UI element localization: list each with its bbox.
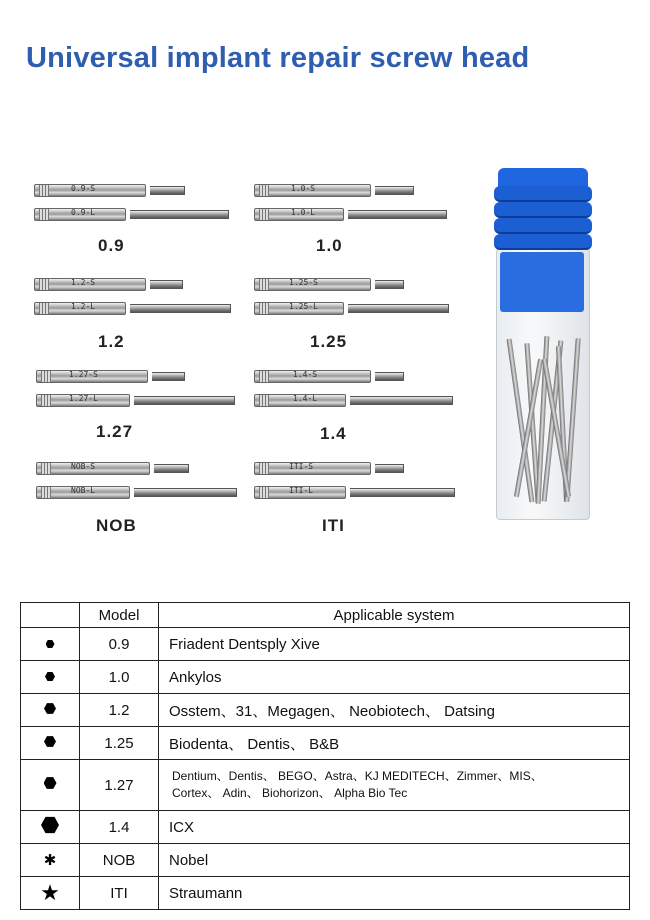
size-label: NOB: [96, 516, 137, 535]
driver-tip: [150, 280, 183, 289]
driver-pair-nob: [30, 460, 250, 552]
driver-mark: 1.4-L: [293, 394, 318, 403]
hex-small-icon: [46, 640, 55, 649]
driver-mark: 0.9-L: [71, 208, 96, 217]
model-cell: 0.9: [80, 628, 159, 661]
hex-medium-icon: [44, 777, 57, 790]
system-cell: Friadent Dentsply Xive: [159, 628, 630, 661]
icon-header: [21, 603, 80, 628]
size-label: 1.2: [98, 332, 125, 351]
driver-pair-0-9: [30, 182, 250, 274]
size-label: ITI: [322, 516, 345, 535]
short-driver: [254, 370, 371, 383]
driver-mark: 1.25-S: [289, 278, 318, 287]
driver-pair-1-25: [250, 276, 470, 368]
long-driver: [254, 302, 344, 315]
system-cell: Nobel: [159, 844, 630, 877]
driver-mark: 1.2-L: [71, 302, 96, 311]
model-cell: ITI: [80, 877, 159, 910]
hex-small-icon: [45, 672, 55, 682]
system-cell: ICX: [159, 811, 630, 844]
table-row: [21, 811, 630, 844]
size-label: 0.9: [98, 236, 125, 255]
model-cell: 1.25: [80, 727, 159, 760]
long-driver: [254, 486, 346, 499]
system-line: Dentium、Dentis、 BEGO、Astra、KJ MEDITECH、Zimmer、MIS、: [172, 769, 543, 783]
driver-mark: ITI-L: [289, 486, 314, 495]
size-label: 1.4: [320, 424, 347, 443]
model-cell: 1.0: [80, 661, 159, 694]
star-large-icon: ★: [40, 880, 60, 905]
hex-medium-icon: [44, 703, 56, 715]
long-driver: [34, 302, 126, 315]
driver-tip: [375, 280, 404, 289]
driver-tip: [150, 186, 185, 195]
driver-mark: NOB-L: [71, 486, 96, 495]
driver-grid: [30, 172, 470, 542]
table-row: [21, 694, 630, 727]
driver-mark: 0.9-S: [71, 184, 96, 193]
system-cell: Straumann: [159, 877, 630, 910]
storage-case-image: [488, 168, 598, 518]
compatibility-table: [20, 602, 630, 910]
model-header: Model: [80, 603, 159, 628]
table-row: [21, 877, 630, 910]
driver-tip: [375, 186, 414, 195]
short-driver: [254, 184, 371, 197]
table-row: [21, 628, 630, 661]
driver-mark: 1.0-S: [291, 184, 316, 193]
driver-tip: [134, 396, 235, 405]
table-row: [21, 661, 630, 694]
table-row: [21, 727, 630, 760]
driver-pair-1-4: [250, 368, 470, 460]
table-row: [21, 844, 630, 877]
model-cell: 1.4: [80, 811, 159, 844]
driver-mark: 1.4-S: [293, 370, 318, 379]
driver-tip: [130, 304, 231, 313]
driver-mark: 1.0-L: [291, 208, 316, 217]
system-cell: Osstem、31、Megagen、 Neobiotech、 Datsing: [159, 694, 630, 727]
case-insert: [500, 252, 584, 312]
driver-mark: 1.27-S: [69, 370, 98, 379]
system-cell: [159, 760, 630, 811]
size-label: 1.0: [316, 236, 343, 255]
system-cell: Biodenta、 Dentis、 B&B: [159, 727, 630, 760]
driver-tip: [350, 488, 455, 497]
driver-tip: [134, 488, 237, 497]
driver-tip: [348, 210, 447, 219]
driver-pair-1-27: [30, 368, 250, 460]
driver-mark: NOB-S: [71, 462, 96, 471]
driver-mark: 1.2-S: [71, 278, 96, 287]
driver-tip: [375, 372, 404, 381]
page-title: Universal implant repair screw head: [26, 42, 530, 74]
driver-pair-1-0: [250, 182, 470, 274]
system-line: Cortex、 Adin、 Biohorizon、 Alpha Bio Tec: [172, 786, 408, 800]
star-small-icon: ✱: [43, 851, 57, 869]
hex-large-icon: [41, 816, 59, 834]
short-driver: [254, 278, 371, 291]
long-driver: [254, 208, 344, 221]
driver-tip: [348, 304, 449, 313]
short-driver: [36, 462, 150, 475]
case-cap: [498, 168, 588, 188]
short-driver: [254, 462, 371, 475]
long-driver: [36, 486, 130, 499]
driver-tip: [154, 464, 189, 473]
driver-mark: ITI-S: [289, 462, 314, 471]
table-row: [21, 760, 630, 811]
driver-tip: [350, 396, 453, 405]
size-label: 1.27: [96, 422, 134, 441]
hex-medium-icon: [44, 736, 56, 748]
short-driver: [36, 370, 148, 383]
short-driver: [34, 278, 146, 291]
long-driver: [34, 208, 126, 221]
model-cell: NOB: [80, 844, 159, 877]
driver-tip: [152, 372, 185, 381]
driver-pair-iti: [250, 460, 470, 552]
system-header: Applicable system: [159, 603, 630, 628]
long-driver: [36, 394, 130, 407]
size-label: 1.25: [310, 332, 348, 351]
long-driver: [254, 394, 346, 407]
model-cell: 1.2: [80, 694, 159, 727]
short-driver: [34, 184, 146, 197]
driver-mark: 1.27-L: [69, 394, 98, 403]
driver-tip: [130, 210, 229, 219]
driver-tip: [375, 464, 404, 473]
system-cell: Ankylos: [159, 661, 630, 694]
model-cell: 1.27: [80, 760, 159, 811]
driver-mark: 1.25-L: [289, 302, 318, 311]
driver-pair-1-2: [30, 276, 250, 368]
